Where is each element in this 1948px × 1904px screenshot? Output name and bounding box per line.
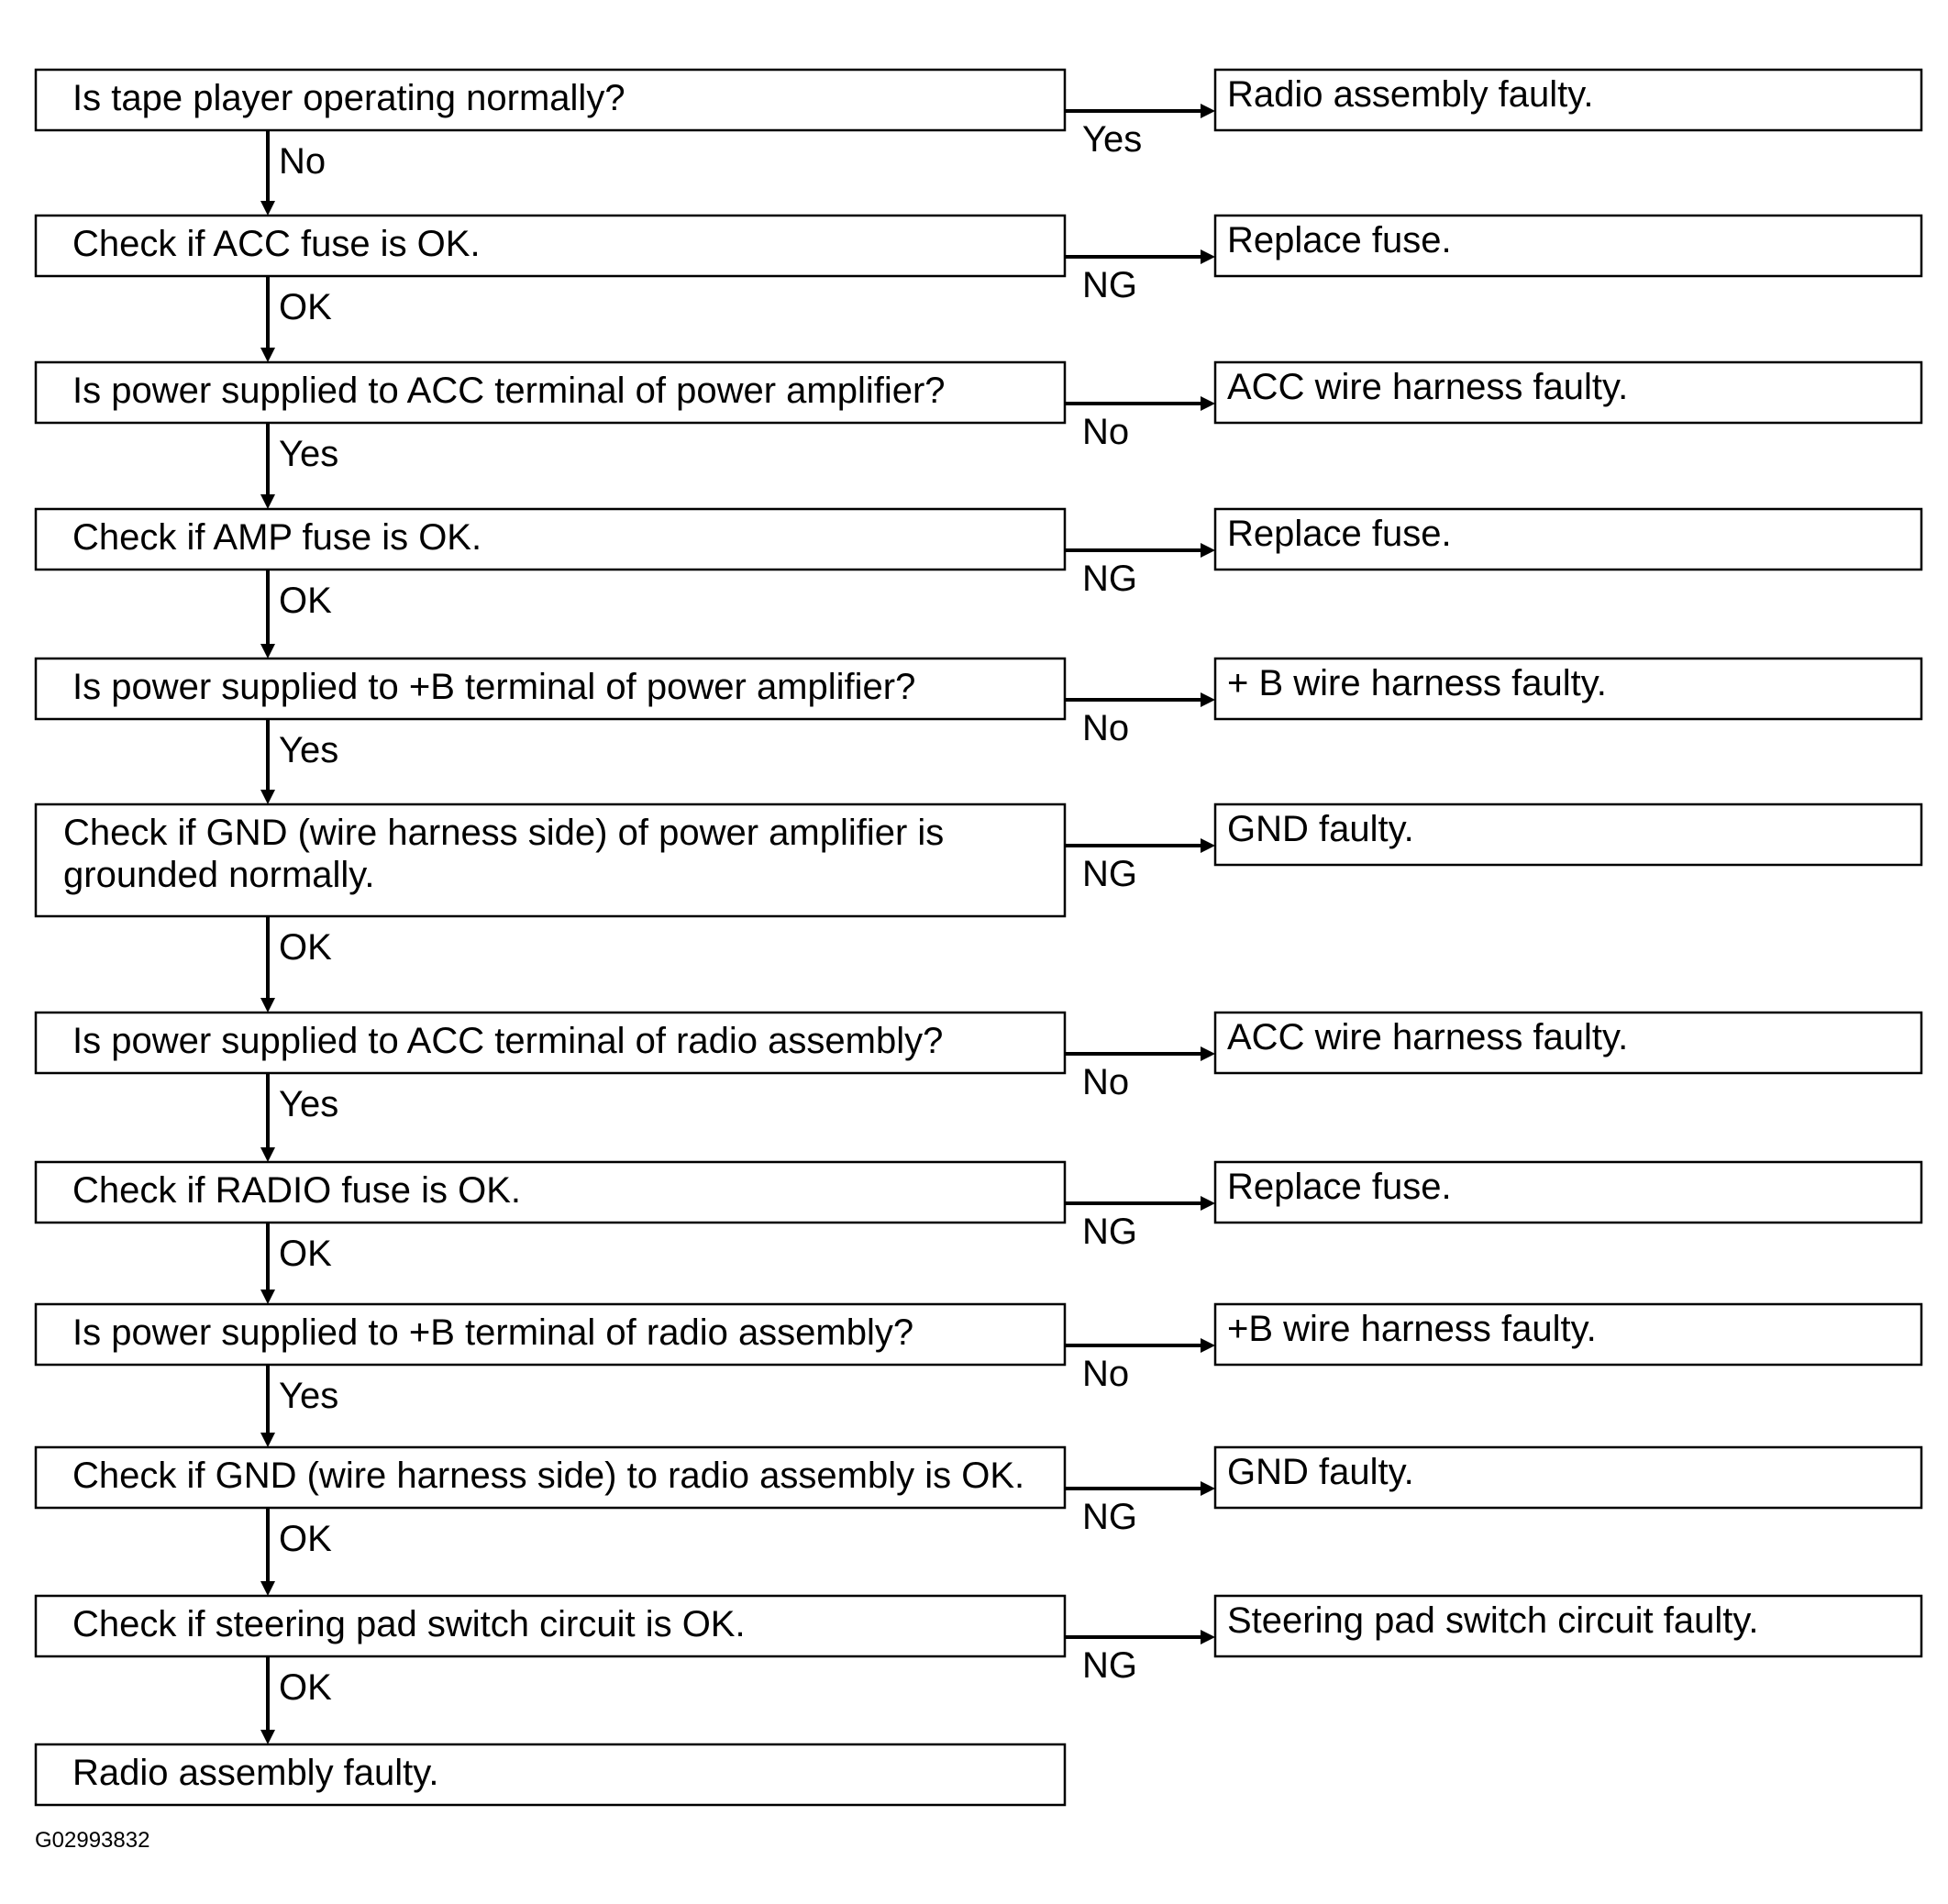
flow-label: No (279, 141, 327, 182)
flow-arrow-head (260, 1290, 275, 1304)
branch-label: NG (1082, 1497, 1137, 1537)
result-text: +B wire harness faulty. (1227, 1309, 1597, 1349)
step-text: Check if RADIO fuse is OK. (72, 1170, 522, 1211)
branch-label: No (1082, 412, 1130, 452)
result-text: Steering pad switch circuit faulty. (1227, 1600, 1759, 1641)
step-box (36, 1744, 1065, 1805)
flow-arrow-head (260, 998, 275, 1013)
branch-label: Yes (1082, 119, 1143, 160)
step-box (36, 1304, 1065, 1365)
result-box (1215, 362, 1921, 423)
flow-arrow-head (260, 790, 275, 804)
step-box (36, 362, 1065, 423)
step-text: Is power supplied to ACC terminal of radio assembly? (72, 1021, 944, 1061)
result-box (1215, 216, 1921, 276)
flow-arrow-head (260, 348, 275, 362)
branch-label: NG (1082, 265, 1137, 305)
branch-arrow-head (1201, 249, 1215, 264)
flow-arrow-head (260, 1730, 275, 1744)
flow-arrow-head (260, 1581, 275, 1596)
result-text: Replace fuse. (1227, 514, 1452, 554)
step-box (36, 1596, 1065, 1656)
step-text: Is tape player operating normally? (72, 78, 625, 118)
result-box (1215, 1013, 1921, 1073)
step-text: Check if AMP fuse is OK. (72, 517, 482, 558)
result-box (1215, 804, 1921, 865)
branch-arrow-head (1201, 396, 1215, 411)
flow-arrow-head (260, 1147, 275, 1162)
step-box (36, 509, 1065, 570)
flow-label: OK (279, 581, 332, 621)
flow-label: OK (279, 1519, 332, 1559)
result-text: Replace fuse. (1227, 220, 1452, 260)
result-text: Radio assembly faulty. (1227, 74, 1594, 115)
branch-label: No (1082, 1354, 1130, 1394)
branch-label: NG (1082, 1212, 1137, 1252)
result-box (1215, 1304, 1921, 1365)
result-box (1215, 1162, 1921, 1223)
result-text: GND faulty. (1227, 809, 1414, 849)
branch-arrow-head (1201, 1481, 1215, 1496)
step-text: Check if ACC fuse is OK. (72, 224, 481, 264)
branch-arrow-head (1201, 692, 1215, 707)
step-text: Check if GND (wire harness side) to radio assembly is OK. (72, 1456, 1025, 1496)
step-box (36, 1162, 1065, 1223)
branch-label: NG (1082, 559, 1137, 599)
step-box (36, 804, 1065, 916)
branch-arrow-head (1201, 838, 1215, 853)
flow-label: Yes (279, 434, 339, 474)
branch-arrow-head (1201, 1196, 1215, 1211)
step-text: Is power supplied to +B terminal of radio assembly? (72, 1312, 914, 1353)
branch-label: No (1082, 708, 1130, 748)
step-box (36, 659, 1065, 719)
step-box (36, 70, 1065, 130)
branch-arrow-head (1201, 543, 1215, 558)
flow-arrow-head (260, 494, 275, 509)
result-text: ACC wire harness faulty. (1227, 1017, 1629, 1057)
branch-label: NG (1082, 854, 1137, 894)
flow-arrow-head (260, 201, 275, 216)
branch-arrow-head (1201, 1046, 1215, 1061)
flow-label: Yes (279, 730, 339, 770)
flow-label: OK (279, 1667, 332, 1708)
result-box (1215, 659, 1921, 719)
result-text: ACC wire harness faulty. (1227, 367, 1629, 407)
step-text: grounded normally. (63, 855, 375, 895)
flow-arrow-head (260, 1433, 275, 1447)
result-text: GND faulty. (1227, 1452, 1414, 1492)
branch-arrow-head (1201, 1338, 1215, 1353)
flow-label: OK (279, 927, 332, 968)
result-text: Replace fuse. (1227, 1167, 1452, 1207)
branch-arrow-head (1201, 104, 1215, 118)
result-box (1215, 1447, 1921, 1508)
flow-arrow-head (260, 644, 275, 659)
result-box (1215, 70, 1921, 130)
step-box (36, 1447, 1065, 1508)
step-text: Is power supplied to +B terminal of power amplifier? (72, 667, 916, 707)
branch-label: No (1082, 1062, 1130, 1102)
result-text: + B wire harness faulty. (1227, 663, 1607, 703)
flow-label: OK (279, 287, 332, 327)
result-box (1215, 1596, 1921, 1656)
flow-label: Yes (279, 1376, 339, 1416)
step-text: Is power supplied to ACC terminal of power amplifier? (72, 371, 946, 411)
branch-label: NG (1082, 1645, 1137, 1686)
figure-id: G02993832 (35, 1828, 150, 1853)
step-box (36, 1013, 1065, 1073)
step-box (36, 216, 1065, 276)
flow-label: Yes (279, 1084, 339, 1124)
result-box (1215, 509, 1921, 570)
flow-label: OK (279, 1234, 332, 1274)
branch-arrow-head (1201, 1630, 1215, 1644)
step-text: Radio assembly faulty. (72, 1753, 439, 1793)
step-text: Check if steering pad switch circuit is OK. (72, 1604, 746, 1644)
step-text: Check if GND (wire harness side) of power amplifier is (63, 813, 945, 853)
